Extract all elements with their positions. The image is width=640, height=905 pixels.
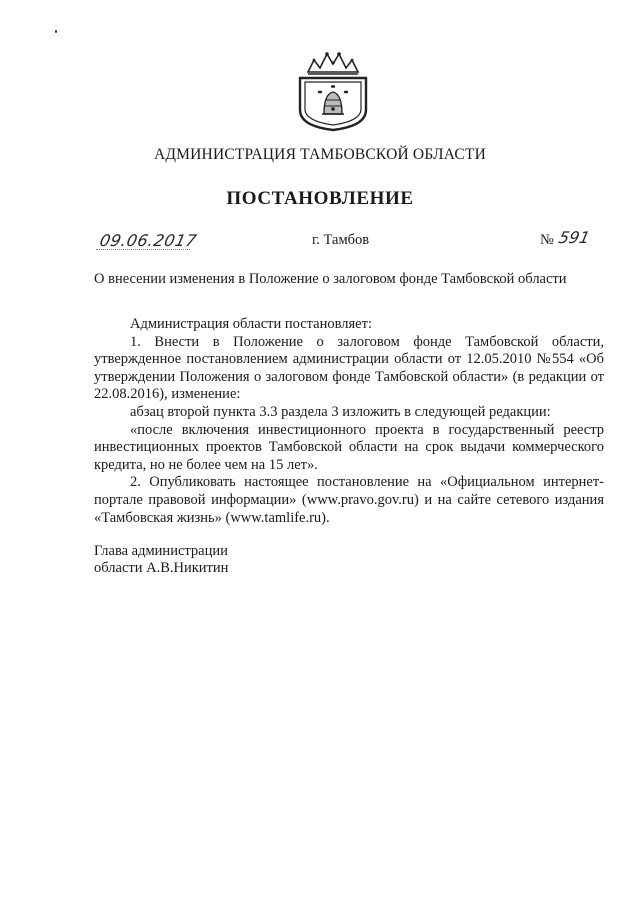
document-type: ПОСТАНОВЛЕНИЕ — [226, 188, 414, 209]
city: г. Тамбов — [312, 232, 370, 248]
signature-title: Глава администрации — [94, 543, 228, 559]
body-item-1-sub: абзац второй пункта 3.3 раздела 3 изложить в следующей редакции: — [130, 403, 551, 420]
number-sign: № — [540, 232, 554, 248]
handwritten-date: 09.06.2017 — [97, 231, 199, 250]
tambov-coat-of-arms-icon — [294, 48, 372, 132]
signature-name: области А.В.Никитин — [94, 560, 229, 576]
scan-speck — [55, 30, 57, 33]
date-underline — [96, 249, 190, 250]
body-item-1-quote: «после включения инвестиционного проекта в государственный реестр инвестиционных проектов Тамбовской области на срок выдачи коммерческого кредита, но не более чем на 15 лет». — [94, 421, 604, 473]
body-item-2: 2. Опубликовать настоящее постановление на «Официальном интернет-портале правовой информации» (www.pravo.gov.ru) и на сайте сетевого издания «Тамбовская жизнь» (www.tamlife.ru). — [94, 474, 604, 526]
document-body — [94, 316, 604, 527]
document-subject: О внесении изменения в Положение о залоговом фонде Тамбовской области — [94, 271, 567, 287]
signature-block — [94, 543, 228, 577]
body-intro: Администрация области постановляет: — [130, 316, 372, 332]
handwritten-number: 591 — [556, 228, 592, 247]
body-item-1: 1. Внести в Положение о залоговом фонде Тамбовской области, утвержденное постановлением администрации области от 12.05.2010 №554 «Об утверждении Положения о залоговом фонде Тамбовской области» (в редакции от 22.08.2016), изменение: — [94, 333, 604, 403]
organization-name: АДМИНИСТРАЦИЯ ТАМБОВСКОЙ ОБЛАСТИ — [154, 146, 486, 163]
